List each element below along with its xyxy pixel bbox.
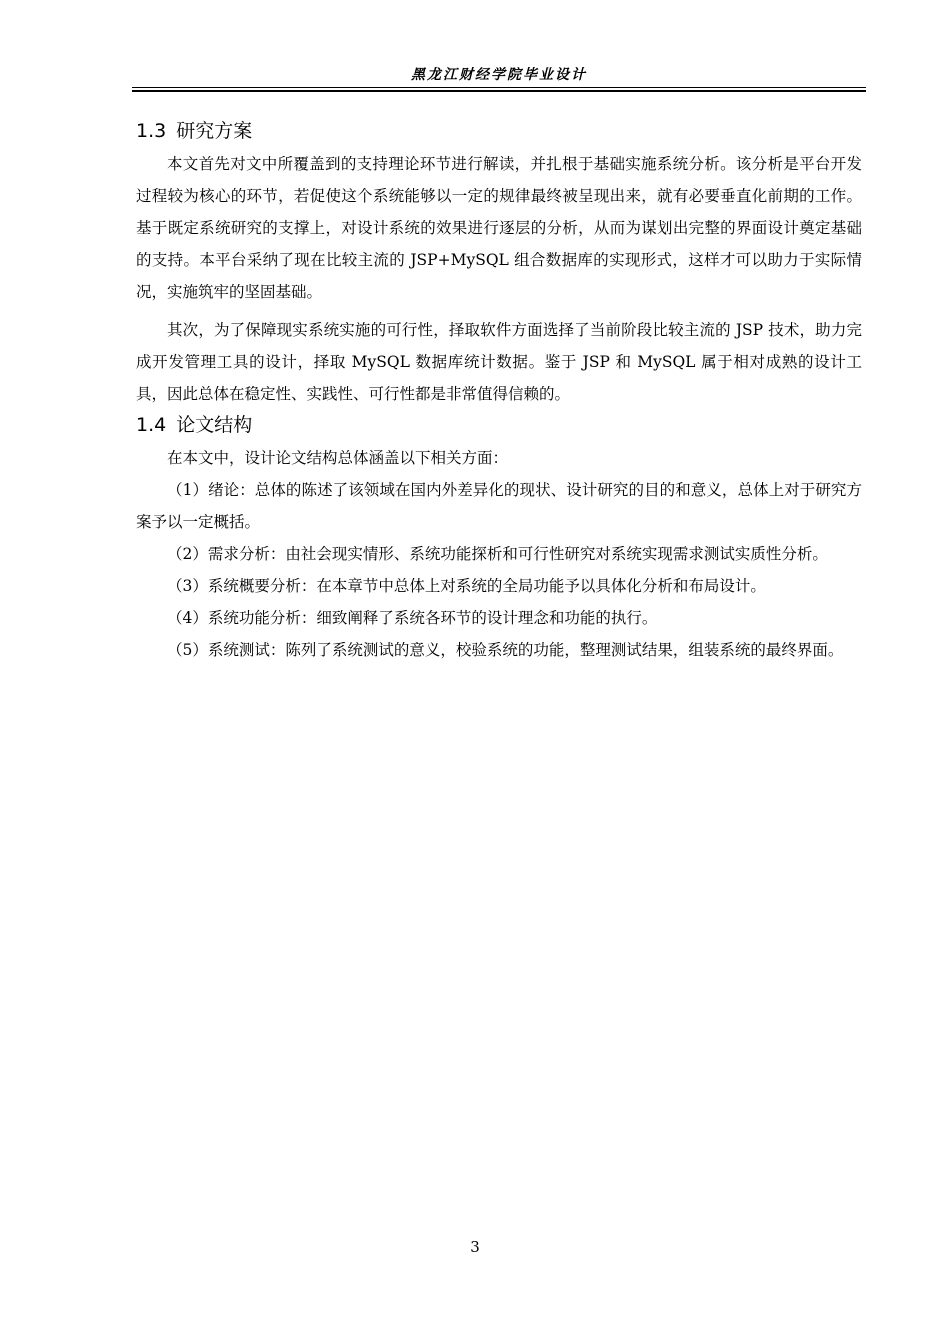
list-item: （1）绪论：总体的陈述了该领域在国内外差异化的现状、设计研究的目的和意义，总体上对于研究方案予以一定概括。	[136, 481, 862, 531]
section-title: 研究方案	[176, 120, 253, 142]
list-item: （5）系统测试：陈列了系统测试的意义，校验系统的功能，整理测试结果，组装系统的最终界面。	[167, 641, 844, 659]
list-item: （3）系统概要分析：在本章节中总体上对系统的全局功能予以具体化分析和布局设计。	[167, 577, 766, 595]
section-heading-1-4	[136, 410, 862, 440]
page-number: 3	[470, 1238, 480, 1256]
document-body	[136, 116, 862, 666]
section-number: 1.3	[136, 120, 167, 142]
paragraph: 本文首先对文中所覆盖到的支持理论环节进行解读，并扎根于基础实施系统分析。该分析是平台开发过程较为核心的环节，若促使这个系统能够以一定的规律最终被呈现出来，就有必要垂直化前期的工作。基于既定系统研究的支撑上，对设计系统的效果进行逐层的分析，从而为谋划出完整的界面设计奠定基础的支持。本平台采纳了现在比较主流的 JSP+MySQL 组合数据库的实现形式，这样才可以助力于实际情况，实施筑牢的坚固基础。	[136, 155, 862, 301]
section-number: 1.4	[136, 414, 167, 436]
section-title: 论文结构	[176, 414, 253, 436]
section-heading-1-3	[136, 116, 862, 146]
header-rule-thin	[132, 87, 866, 88]
header-rule-thick	[132, 90, 866, 92]
paragraph: 其次，为了保障现实系统实施的可行性，择取软件方面选择了当前阶段比较主流的 JSP 技术，助力完成开发管理工具的设计，择取 MySQL 数据库统计数据。鉴于 JSP 和 MySQL 属于相对成熟的设计工具，因此总体在稳定性、实践性、可行性都是非常值得信赖的。	[136, 321, 862, 403]
list-item: （4）系统功能分析：细致阐释了系统各环节的设计理念和功能的执行。	[167, 609, 658, 627]
list-item: （2）需求分析：由社会现实情形、系统功能探析和可行性研究对系统实现需求测试实质性分析。	[167, 545, 828, 563]
page-header-title: 黑龙江财经学院毕业设计	[411, 67, 587, 83]
paragraph: 在本文中，设计论文结构总体涵盖以下相关方面：	[167, 449, 509, 467]
